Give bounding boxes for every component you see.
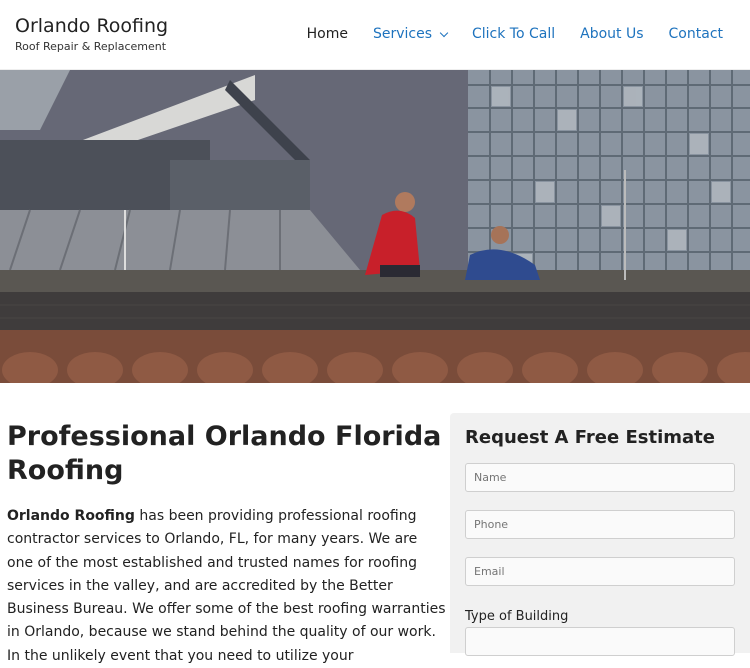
intro-text: has been providing professional roofing contractor services to Orlando, FL, for many years. We are one of the most established and trusted names for roofing services in the valley, and are accredited by the Better Business Bureau. We offer some of the best roofing warranties in Orlando, because we stand behind the quality of our work. In the unlikely event that you need to utilize your — [7, 508, 446, 664]
nav-services-label: Services — [372, 26, 432, 42]
nav-home[interactable] — [307, 26, 348, 42]
building-type-select[interactable] — [465, 627, 735, 656]
nav-click-to-call-label: Click To Call — [472, 26, 556, 42]
nav-home-label: Home — [306, 26, 348, 42]
nav-about-us-label: About Us — [580, 26, 644, 42]
hero-image — [0, 70, 750, 383]
estimate-form-panel — [450, 413, 750, 653]
nav-contact-label: Contact — [668, 26, 723, 42]
hero-roofers-illustration — [0, 70, 750, 383]
intro-paragraph — [7, 505, 447, 668]
chevron-down-icon — [440, 28, 448, 36]
branding — [15, 14, 168, 53]
site-title[interactable]: Orlando Roofing — [15, 15, 169, 37]
nav-click-to-call[interactable] — [472, 26, 555, 42]
site-header — [0, 0, 750, 70]
site-tagline: Roof Repair & Replacement — [15, 40, 167, 53]
form-title: Request A Free Estimate — [465, 427, 715, 448]
nav-services[interactable] — [373, 26, 447, 42]
intro-company-name: Orlando Roofing — [7, 508, 135, 524]
nav-contact[interactable] — [669, 26, 723, 42]
nav-about-us[interactable] — [580, 26, 643, 42]
main-nav — [282, 26, 723, 42]
building-type-label: Type of Building — [465, 609, 569, 624]
main-content — [7, 420, 447, 668]
phone-field[interactable] — [465, 510, 735, 539]
name-field[interactable] — [465, 463, 735, 492]
email-field[interactable] — [465, 557, 735, 586]
page-title: Professional Orlando Florida Roofing — [7, 421, 442, 486]
